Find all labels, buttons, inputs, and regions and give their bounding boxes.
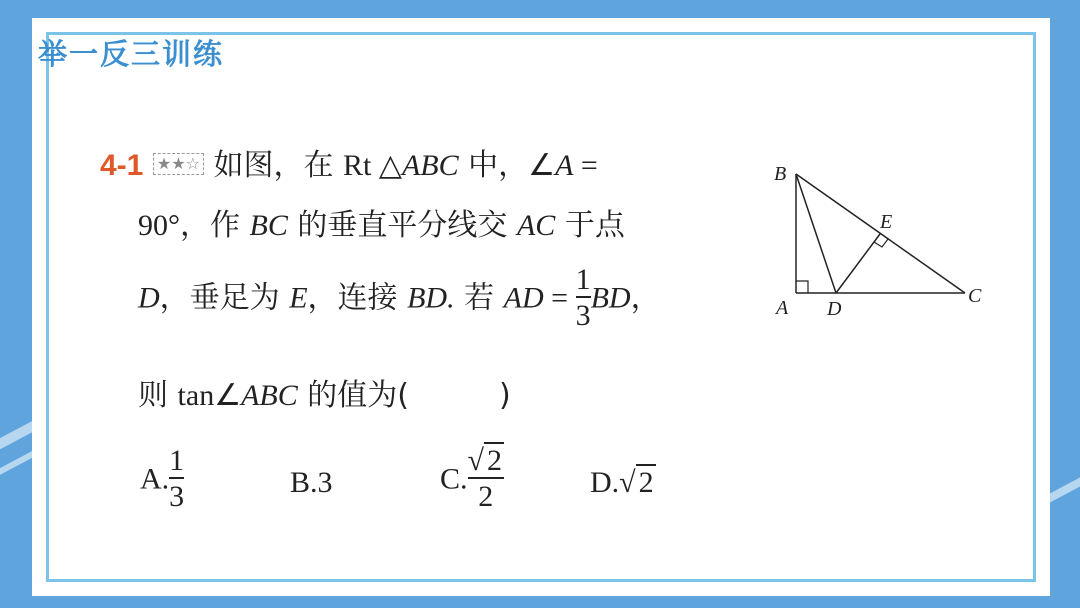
sqrt-sign-icon: √ <box>619 466 636 499</box>
option-c[interactable] <box>440 445 504 515</box>
q-text: 的垂直平分线交 <box>287 208 517 243</box>
fraction <box>468 445 504 515</box>
section-title: 举一反三训练 <box>38 37 225 71</box>
q-text: ， <box>630 280 661 316</box>
sqrt-sign-icon: √ <box>467 444 484 477</box>
q-text: = <box>573 149 598 182</box>
option-b[interactable] <box>290 465 333 500</box>
q-text: ，垂足为 <box>159 280 290 316</box>
q-text: 则 <box>138 378 178 413</box>
difficulty-stars: ★★☆ <box>153 153 204 175</box>
q-text: = <box>543 281 576 315</box>
q-text: Rt △ <box>343 149 402 182</box>
q-text: D <box>138 281 160 315</box>
q-text: BD <box>590 281 631 315</box>
q-text: AC <box>516 209 556 242</box>
triangle-figure <box>770 160 1020 320</box>
q-text: A <box>555 149 574 182</box>
sqrt <box>468 445 504 477</box>
q-text: ，连接 <box>307 280 408 316</box>
option-value: 3 <box>317 466 333 499</box>
fraction <box>576 264 591 334</box>
q-text: 的值为( ) <box>297 378 511 413</box>
q-text: 90° <box>138 209 180 242</box>
option-label: D. <box>590 466 620 499</box>
option-d[interactable] <box>590 465 656 500</box>
option-label: C. <box>440 462 468 496</box>
sqrt-radicand: 2 <box>484 442 504 477</box>
q-text: AD <box>503 281 544 315</box>
label-e: E <box>880 211 893 233</box>
segment-de <box>836 234 880 293</box>
fraction-numerator <box>468 445 504 477</box>
option-label: A. <box>140 462 170 496</box>
q-text: ，作 <box>180 208 250 243</box>
fraction-denominator: 3 <box>169 480 185 513</box>
q-text: ABC <box>401 149 459 182</box>
label-d: D <box>827 298 842 320</box>
segment-bd <box>796 174 836 293</box>
q-text: 若 <box>454 280 504 316</box>
fraction-denominator: 3 <box>575 299 591 332</box>
q-text: BD. <box>407 281 455 315</box>
label-a: A <box>776 297 789 319</box>
q-text: 于点 <box>555 208 625 243</box>
q-text: 如图，在 <box>213 148 344 183</box>
fraction-numerator: 1 <box>169 444 185 477</box>
fraction <box>169 445 184 515</box>
option-label: B. <box>290 466 318 499</box>
question-line-2 <box>138 200 625 244</box>
right-angle-mark-a <box>796 281 808 293</box>
question-line-1 <box>100 140 598 184</box>
label-c: C <box>968 285 982 307</box>
question-line-3 <box>138 264 661 334</box>
q-text: 中，∠ <box>458 148 556 183</box>
fraction-denominator: 2 <box>478 480 494 513</box>
segment-bc <box>796 174 965 293</box>
sqrt <box>619 466 655 500</box>
q-text: BC <box>249 209 288 242</box>
fraction-numerator: 1 <box>575 263 591 296</box>
option-a[interactable] <box>140 445 184 515</box>
q-text: tan∠ <box>177 379 242 412</box>
q-text: E <box>289 281 308 315</box>
label-b: B <box>774 163 787 185</box>
sqrt-radicand: 2 <box>636 464 656 499</box>
question-line-4 <box>138 370 511 414</box>
q-text: ABC <box>241 379 298 412</box>
question-number: 4-1 <box>100 149 144 182</box>
